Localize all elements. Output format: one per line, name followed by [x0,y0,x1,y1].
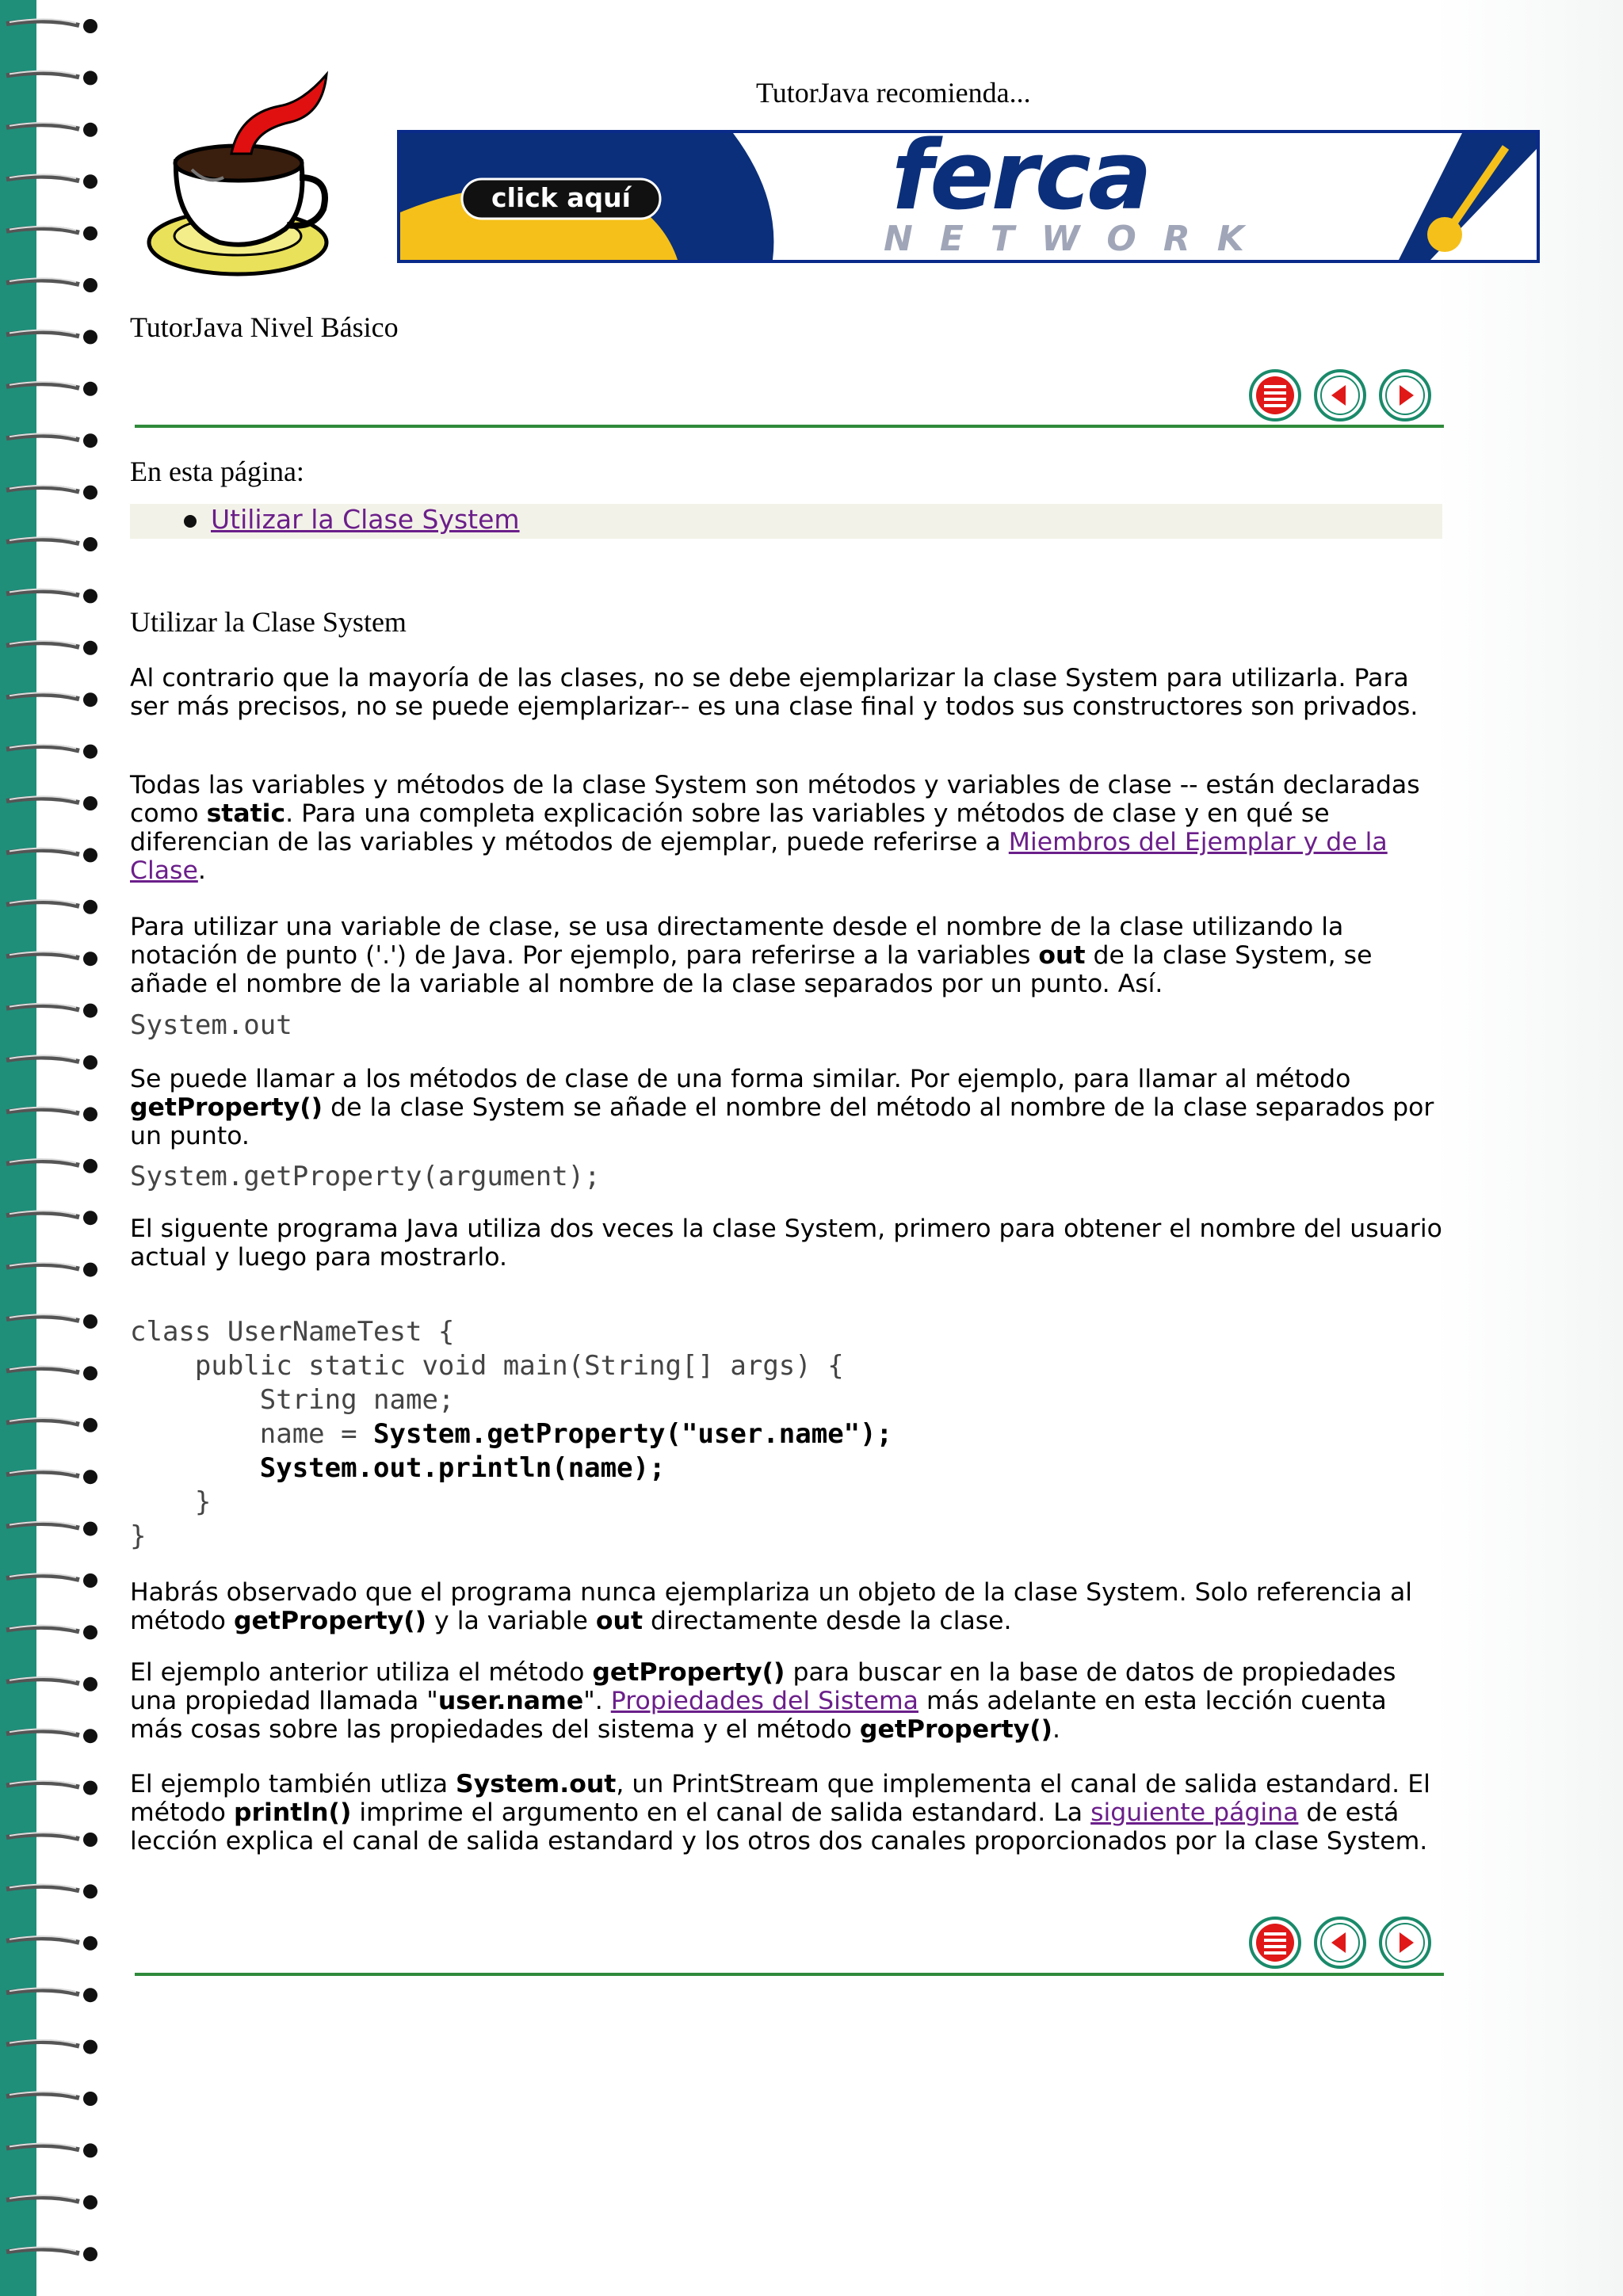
rule-top [135,425,1444,428]
rule-bottom [135,1973,1444,1976]
index-icon[interactable] [1247,1915,1303,1970]
paragraph-4: Se puede llamar a los métodos de clase de una forma similar. Por ejemplo, para llamar al método getProperty() de la clase System se añade el nombre del método al nombre de la clase separados por un punto. [130,1065,1434,1150]
banner-click-label: click aquí [491,182,631,213]
binder-strip [0,0,36,2296]
paragraph-2: Todas las variables y métodos de la clase System son métodos y variables de clase -- están declaradas como static. Para una completa explicación sobre las variables y métodos de clase y en qué se diferencian de las variables y métodos de ejemplar, puede referirse a Miembros del Ejemplar y de la Clase. [130,771,1420,885]
ferca-banner[interactable] [397,130,1540,263]
previous-icon[interactable] [1312,368,1368,423]
next-icon[interactable] [1377,1915,1433,1970]
paragraph-7: El ejemplo anterior utiliza el método getProperty() para buscar en la base de datos de propiedades una propiedad llamada "user.name". Propiedades del Sistema más adelante en esta lección cuenta más cosas sobre las propiedades del sistema y el método getProperty(). [130,1658,1396,1744]
code-get-property: System.getProperty(argument); [130,1161,601,1192]
link-miembros-ejemplar-clase[interactable]: Miembros del Ejemplar y de la Clase [130,828,1388,885]
code-program: class UserNameTest { public static void main(String[] args) { String name; name = System.getProperty("user.name"); System.out.println(name); } } [130,1316,893,1552]
on-page-list [130,504,1442,539]
next-icon[interactable] [1377,368,1433,423]
paragraph-6: Habrás observado que el programa nunca ejemplariza un objeto de la clase System. Solo referencia al método getProperty() y la variable out directamente desde la clase. [130,1578,1413,1635]
coffee-cup-logo [144,67,333,280]
link-siguiente-pagina[interactable]: siguiente página [1090,1798,1299,1827]
banner-art [400,133,1537,260]
recommend-text: TutorJava recomienda... [756,77,1031,109]
paragraph-5: El siguente programa Java utiliza dos veces la clase System, primero para obtener el nombre del usuario actual y luego para mostrarlo. [130,1215,1442,1272]
nav-bottom [1247,1915,1449,1975]
paragraph-3: Para utilizar una variable de clase, se usa directamente desde el nombre de la clase utilizando la notación de punto ('.') de Java. Por ejemplo, para referirse a la variables out de la clase System, se añade el nombre de la variable al nombre de la clase separados por un punto. Así. [130,913,1373,998]
level-title: TutorJava Nivel Básico [130,311,399,343]
code-system-out: System.out [130,1009,292,1041]
bullet-icon [184,515,197,528]
paragraph-1: Al contrario que la mayoría de las clases, no se debe ejemplarizar la clase System para utilizarla. Para ser más precisos, no se puede ejemplarizar-- es una clase final y todos sus constructores son privados. [130,664,1419,721]
banner-brand: ferca [892,133,1149,231]
banner-brand-sub: NETWORK [884,219,1271,259]
on-page-label: En esta página: [130,456,304,487]
section-title: Utilizar la Clase System [130,606,407,638]
toc-link-utilizar-clase-system[interactable]: Utilizar la Clase System [211,504,520,535]
previous-icon[interactable] [1312,1915,1368,1970]
link-propiedades-sistema[interactable]: Propiedades del Sistema [610,1687,918,1715]
nav-top [1247,368,1449,428]
spiral-binder [0,0,107,2296]
index-icon[interactable] [1247,368,1303,423]
page-edge [1434,0,1623,2296]
paragraph-8: El ejemplo también utliza System.out, un PrintStream que implementa el canal de salida estandard. El método println() imprime el argumento en el canal de salida estandard. La siguiente página de está lección explica el canal de salida estandard y los otros dos canales proporcionados por la clase System. [130,1770,1430,1855]
